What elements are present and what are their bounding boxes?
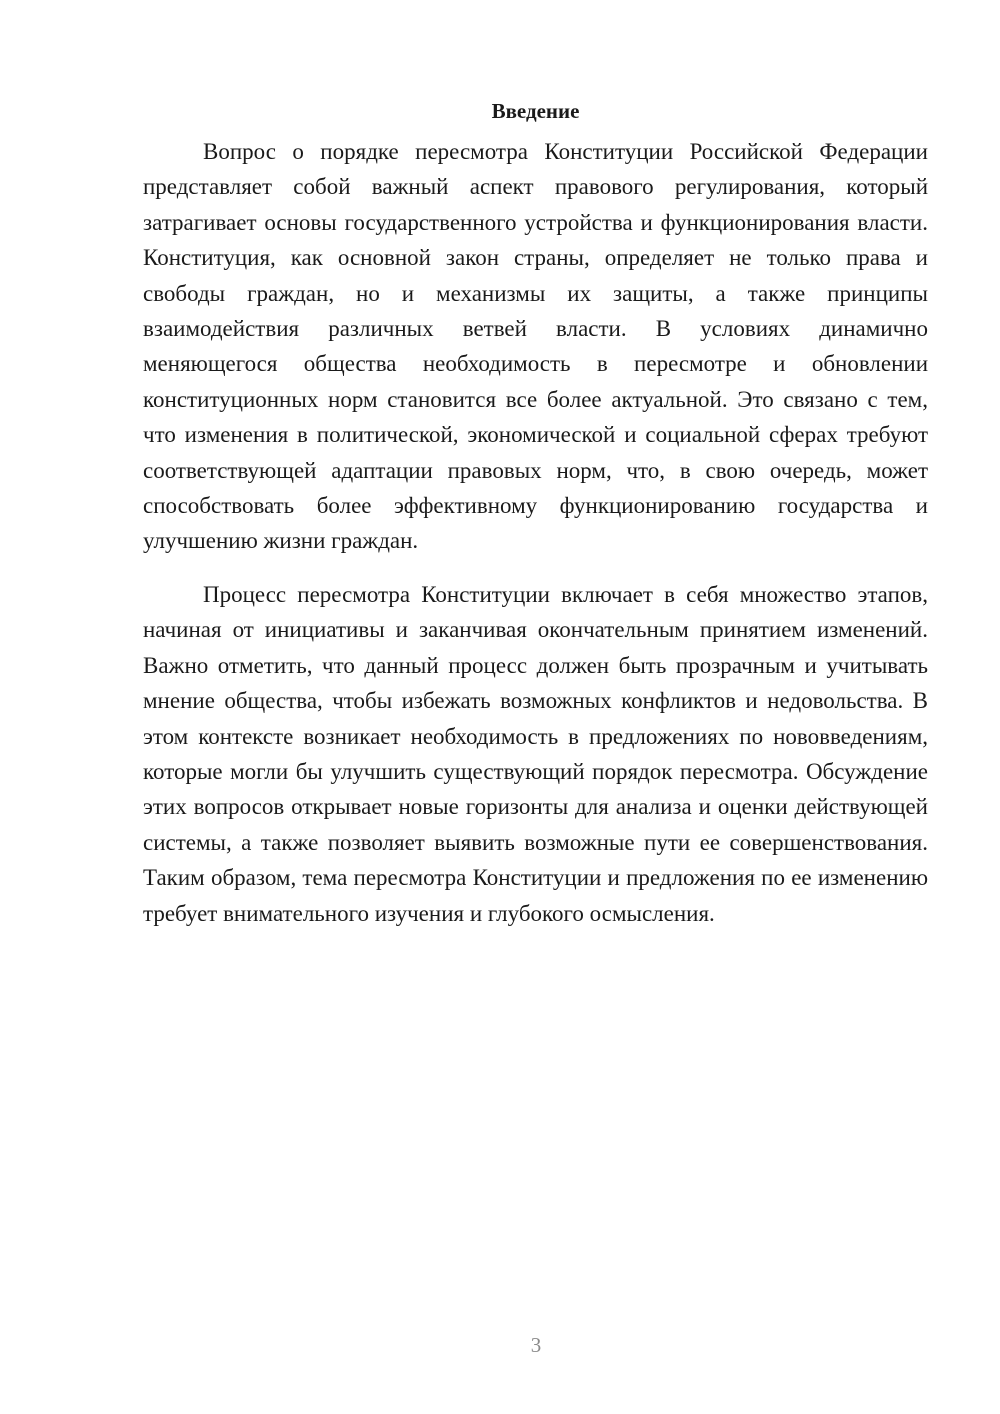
- section-heading: Введение: [491, 99, 580, 123]
- paragraph-2: Процесс пересмотра Конституции включает в себя множество этапов, начиная от инициативы и заканчивая окончательным принятием изменений. Важно отметить, что данный процесс должен быть прозрачным и учитывать мнение общества, чтобы избежать возможных конфликтов и недовольства. В этом контексте возникает необходимость в предложениях по нововведениям, которые могли бы улучшить существующий порядок пересмотра. Обсуждение этих вопросов открывает новые горизонты для анализа и оценки действующей системы, а также позволяет выявить возможные пути ее совершенствования. Таким образом, тема пересмотра Конституции и предложения по ее изменению требует внимательного изучения и глубокого осмысления.: [143, 581, 928, 926]
- page-content: [143, 96, 928, 931]
- page-number: 3: [530, 1333, 542, 1357]
- paragraph-1: Вопрос о порядке пересмотра Конституции Российской Федерации представляет собой важный аспект правового регулирования, который затрагивает основы государственного устройства и функционирования власти. Конституция, как основной закон страны, определяет не только права и свободы граждан, но и механизмы их защиты, а также принципы взаимодействия различных ветвей власти. В условиях динамично меняющегося общества необходимость в пересмотре и обновлении конституционных норм становится все более актуальной. Это связано с тем, что изменения в политической, экономической и социальной сферах требуют соответствующей адаптации правовых норм, что, в свою очередь, может способствовать более эффективному функционированию государства и улучшению жизни граждан.: [143, 139, 928, 554]
